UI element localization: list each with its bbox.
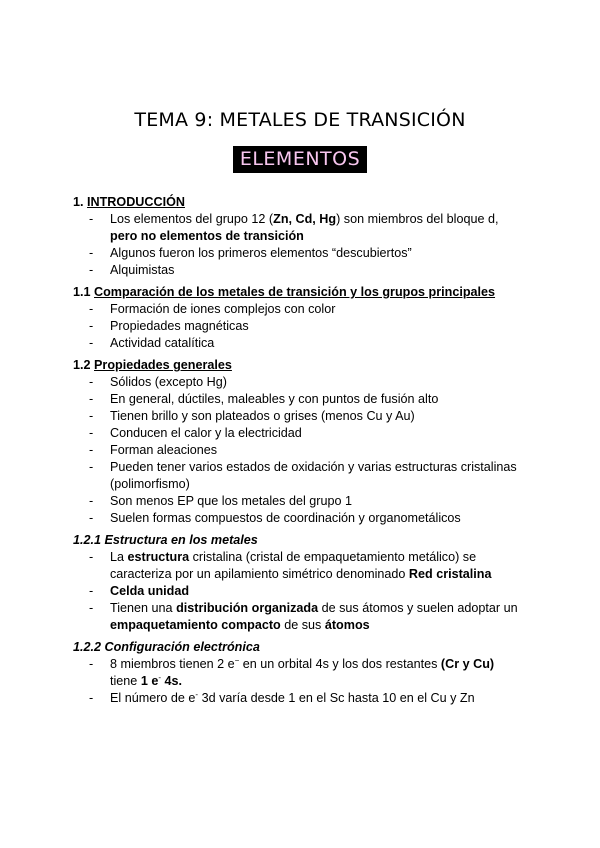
list-item: - Tienen brillo y son plateados o grises (menos Cu y Au) <box>89 409 415 423</box>
section-estructura <box>73 532 523 634</box>
section-configuracion <box>73 639 523 707</box>
list-item: - Formación de iones complejos con color <box>89 302 336 316</box>
list-item: - Forman aleaciones <box>89 443 218 457</box>
list-item: - Alquimistas <box>89 263 175 277</box>
section-comparacion <box>73 284 523 352</box>
subsection-title: 1.2.1 Estructura en los metales <box>73 533 258 547</box>
list-item: - Conducen el calor y la electricidad <box>89 426 302 440</box>
page-title: TEMA 9: METALES DE TRANSICIÓN <box>134 109 466 131</box>
list-item: - La estructura cristalina (cristal de empaquetamiento metálico) se caracteriza por un apilamiento simétrico denominado Red cristalina <box>89 550 492 581</box>
section-heading <box>73 194 523 211</box>
page-subtitle: ELEMENTOS <box>233 146 367 173</box>
list-item: - El número de e- 3d varía desde 1 en el Sc hasta 10 en el Cu y Zn <box>89 689 475 705</box>
section-number: 1. <box>73 195 88 209</box>
list-item: - Algunos fueron los primeros elementos “descubiertos” <box>89 246 412 260</box>
list-item: - Sólidos (excepto Hg) <box>89 375 227 389</box>
section-title: Comparación de los metales de transición y los grupos principales <box>94 285 496 299</box>
section-title: Propiedades generales <box>94 358 232 372</box>
bullet-list <box>73 374 523 527</box>
section-number: 1.1 <box>73 285 95 299</box>
section-heading <box>73 357 523 374</box>
list-item: - Tienen una distribución organizada de sus átomos y suelen adoptar un empaquetamiento compacto de sus átomos <box>89 601 518 632</box>
section-title: INTRODUCCIÓN <box>87 195 185 209</box>
bullet-list <box>73 301 523 352</box>
list-item: - En general, dúctiles, maleables y con puntos de fusión alto <box>89 392 439 406</box>
list-item: - Son menos EP que los metales del grupo 1 <box>89 494 352 508</box>
bullet-list <box>73 211 523 279</box>
section-heading <box>73 284 523 301</box>
bullet-list <box>73 656 523 707</box>
list-item: - Celda unidad <box>89 584 190 598</box>
section-introduccion <box>73 194 523 279</box>
list-item: - Propiedades magnéticas <box>89 319 249 333</box>
list-item: - Los elementos del grupo 12 (Zn, Cd, Hg) son miembros del bloque d, pero no elementos de transición <box>89 212 499 243</box>
document-body <box>73 194 523 712</box>
list-item: - Suelen formas compuestos de coordinación y organometálicos <box>89 511 461 525</box>
subtitle-container <box>0 146 600 173</box>
list-item: - 8 miembros tienen 2 e− en un orbital 4s y los dos restantes (Cr y Cu) tiene 1 e- 4s. <box>89 655 495 688</box>
section-propiedades <box>73 357 523 527</box>
list-item: - Actividad catalítica <box>89 336 215 350</box>
bullet-list <box>73 549 523 634</box>
list-item: - Pueden tener varios estados de oxidación y varias estructuras cristalinas (polimorfismo) <box>89 460 517 491</box>
section-number: 1.2 <box>73 358 95 372</box>
subsection-title: 1.2.2 Configuración electrónica <box>73 640 260 654</box>
